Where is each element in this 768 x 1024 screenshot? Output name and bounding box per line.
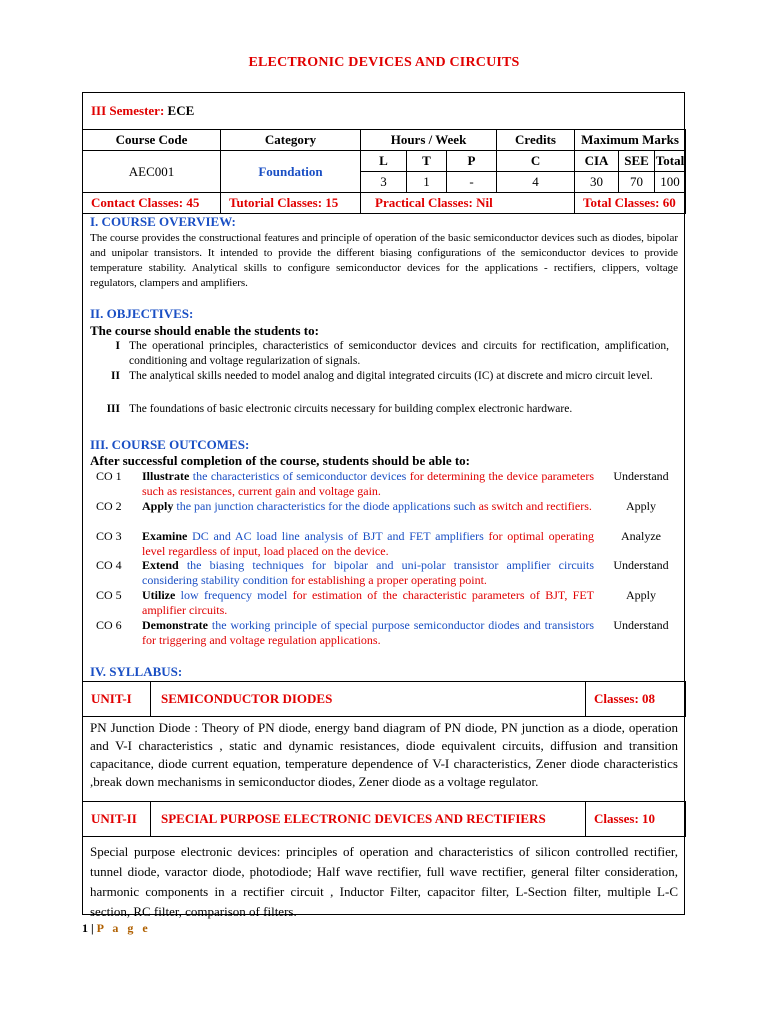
course-code-value: AEC001 bbox=[83, 151, 221, 193]
course-info-table bbox=[82, 129, 686, 214]
unit-body: PN Junction Diode : Theory of PN diode, energy band diagram of PN diode, PN junction as a diode, operation and V-I characteristics , static and dynamic resistances, diode equivalent circuits, diffusion and transition capacitance, diode current equation, temperature dependence of V-I characteristics, Zener diode characteristics ,break down mechanisms in semiconductor diodes, Zener diode as a voltage regulator. bbox=[90, 720, 678, 789]
outcome-text: Utilize low frequency model for estimation of the characteristic parameters of BJT, FET amplifier circuits. bbox=[142, 588, 594, 617]
page-separator: | bbox=[91, 921, 94, 935]
objectives-heading: II. OBJECTIVES: bbox=[90, 306, 194, 321]
outcome-label: CO 3 bbox=[96, 529, 122, 543]
outcome-level: Apply bbox=[626, 499, 656, 513]
outcome-text: Apply the pan junction characteristics for the diode applications such as switch and rectifiers. bbox=[142, 499, 592, 513]
syllabus-heading: IV. SYLLABUS: bbox=[90, 664, 183, 679]
outcome-level: Understand bbox=[613, 618, 669, 632]
objective-number: I bbox=[115, 340, 120, 352]
category-value: Foundation bbox=[221, 151, 361, 193]
subheader-total: Total bbox=[655, 151, 686, 172]
outcome-label: CO 6 bbox=[96, 618, 122, 632]
objective-text: The operational principles, characteristics of semiconductor devices and circuits for rectification, amplification, conditioning and voltage regularization of signals. bbox=[129, 340, 669, 367]
outcome-level: Understand bbox=[613, 469, 669, 483]
subheader-cia: CIA bbox=[575, 151, 619, 172]
total-classes: Total Classes: 60 bbox=[575, 193, 686, 214]
header-credits: Credits bbox=[497, 130, 575, 151]
value-p: - bbox=[447, 172, 497, 193]
outcome-text: Illustrate the characteristics of semiconductor devices for determining the device parameters such as resistances, current gain and voltage gain. bbox=[142, 469, 594, 498]
objective-number: III bbox=[106, 403, 120, 415]
objective-number: II bbox=[111, 370, 120, 382]
outcome-text: Extend the biasing techniques for bipolar and uni-polar transistor amplifier circuits considering stability condition for establishing a proper operating point. bbox=[142, 558, 594, 587]
header-marks: Maximum Marks bbox=[575, 130, 686, 151]
value-total: 100 bbox=[655, 172, 686, 193]
page-footer bbox=[82, 921, 151, 936]
unit-body: Special purpose electronic devices: principles of operation and characteristics of silicon controlled rectifier, tunnel diode, varactor diode, photodiode; Half wave rectifier, full wave rectifier, general filter consideration, harmonic components in a rectifier circuit , Inductor Filter, capacitor filter, L-Section filter, multiple L-C section, RC filter, comparison of filters. bbox=[90, 844, 678, 919]
value-l: 3 bbox=[361, 172, 407, 193]
subheader-l: L bbox=[361, 151, 407, 172]
outcome-label: CO 2 bbox=[96, 499, 122, 513]
overview-heading: I. COURSE OVERVIEW: bbox=[90, 214, 236, 229]
unit-title: SEMICONDUCTOR DIODES bbox=[151, 682, 586, 717]
unit-title: SPECIAL PURPOSE ELECTRONIC DEVICES AND RECTIFIERS bbox=[151, 802, 586, 837]
unit-classes: Classes: 10 bbox=[586, 802, 686, 837]
unit-header-row bbox=[82, 801, 686, 837]
page-number: 1 bbox=[82, 921, 88, 935]
value-cia: 30 bbox=[575, 172, 619, 193]
outcome-level: Analyze bbox=[621, 529, 661, 543]
outcome-level: Understand bbox=[613, 558, 669, 572]
outcomes-intro: After successful completion of the course, students should be able to: bbox=[90, 453, 470, 468]
unit-number: UNIT-I bbox=[83, 682, 151, 717]
semester-line bbox=[91, 103, 194, 119]
outcomes-heading: III. COURSE OUTCOMES: bbox=[90, 437, 250, 452]
objective-text: The analytical skills needed to model analog and digital integrated circuits (IC) at discrete and micro circuit level. bbox=[129, 370, 653, 382]
header-course-code: Course Code bbox=[83, 130, 221, 151]
objective-text: The foundations of basic electronic circuits necessary for building complex electronic hardware. bbox=[129, 403, 573, 415]
header-category: Category bbox=[221, 130, 361, 151]
semester-value: ECE bbox=[167, 103, 195, 118]
page-word: P a g e bbox=[96, 921, 151, 935]
outcome-label: CO 1 bbox=[96, 469, 122, 483]
outcome-level: Apply bbox=[626, 588, 656, 602]
outcome-text: Examine DC and AC load line analysis of BJT and FET amplifiers for optimal operating level regardless of input, load placed on the device. bbox=[142, 529, 594, 558]
value-c: 4 bbox=[497, 172, 575, 193]
objectives-intro: The course should enable the students to: bbox=[90, 323, 319, 338]
subheader-c: C bbox=[497, 151, 575, 172]
subheader-p: P bbox=[447, 151, 497, 172]
unit-classes: Classes: 08 bbox=[586, 682, 686, 717]
subheader-see: SEE bbox=[619, 151, 655, 172]
subheader-t: T bbox=[407, 151, 447, 172]
practical-classes: Practical Classes: Nil bbox=[361, 193, 575, 214]
overview-text: The course provides the constructional features and principle of operation of the basic semiconductor devices such as diodes, bipolar and unipolar transistors. It intended to provide the different biasing configurations of the semiconductor devices to provide temperature stability. Analytical skills to configure semiconductor devices for the applications - rectifiers, clippers, voltage regulators, clampers and amplifiers. bbox=[90, 232, 678, 289]
contact-classes: Contact Classes: 45 bbox=[83, 193, 221, 214]
outcome-label: CO 4 bbox=[96, 558, 122, 572]
semester-label: III Semester: bbox=[91, 103, 165, 118]
outcome-text: Demonstrate the working principle of special purpose semiconductor diodes and transistors for triggering and voltage regulation applications. bbox=[142, 618, 594, 647]
value-see: 70 bbox=[619, 172, 655, 193]
outcome-label: CO 5 bbox=[96, 588, 122, 602]
unit-number: UNIT-II bbox=[83, 802, 151, 837]
value-t: 1 bbox=[407, 172, 447, 193]
tutorial-classes: Tutorial Classes: 15 bbox=[221, 193, 361, 214]
header-hours: Hours / Week bbox=[361, 130, 497, 151]
unit-header-row bbox=[82, 681, 686, 717]
document-title: ELECTRONIC DEVICES AND CIRCUITS bbox=[248, 55, 520, 70]
